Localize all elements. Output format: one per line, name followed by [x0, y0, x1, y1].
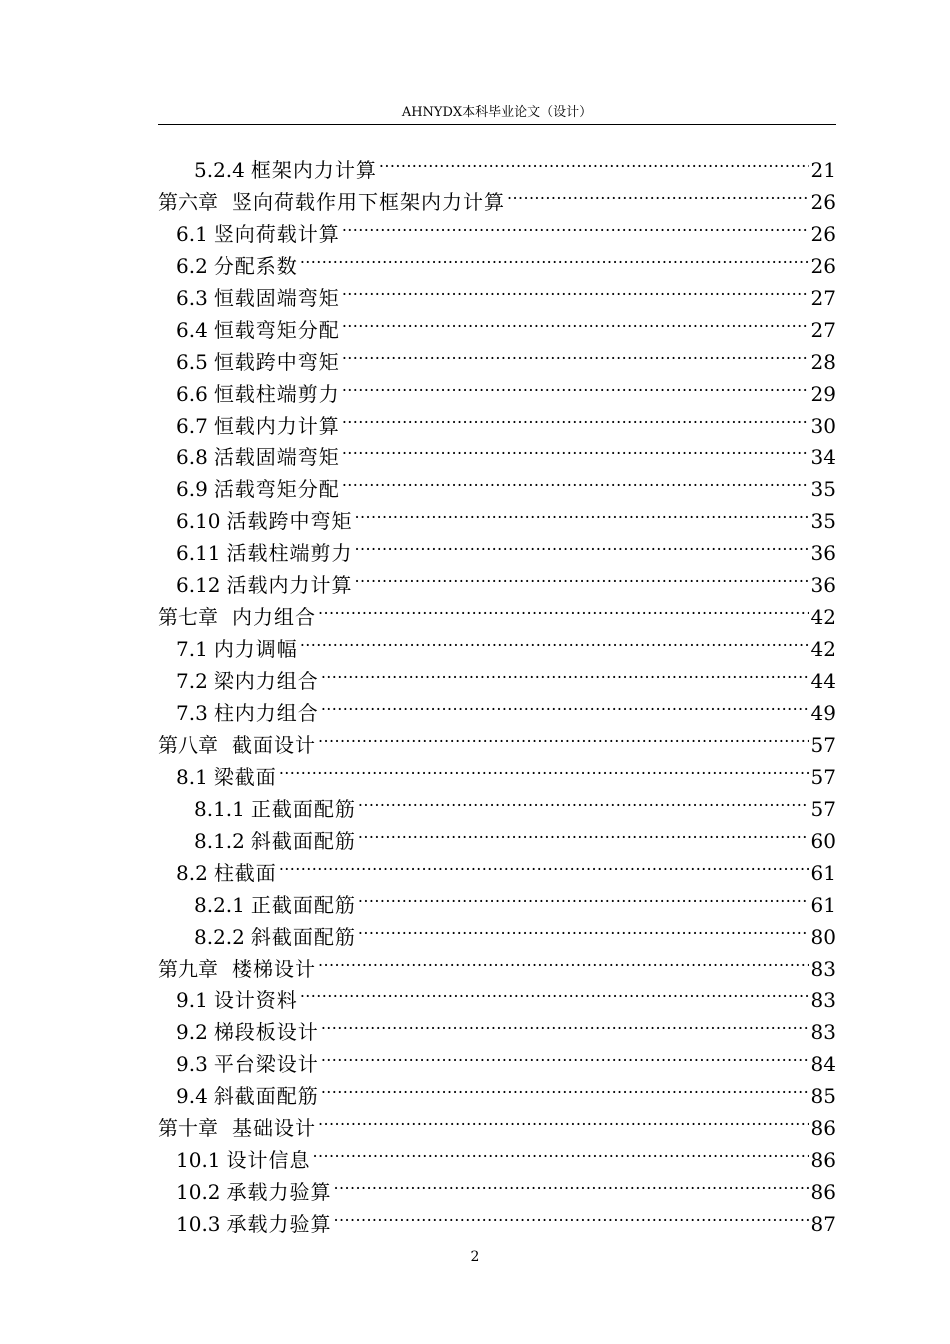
toc-entry-title: 斜截面配筋	[213, 1084, 319, 1109]
toc-entry-title: 活载弯矩分配	[213, 477, 340, 502]
toc-entry-title: 恒载固端弯矩	[213, 285, 340, 310]
toc-entry[interactable]	[176, 434, 836, 470]
toc-entry[interactable]	[176, 1009, 836, 1045]
toc-entry-number: 6.7	[176, 413, 208, 438]
toc-entry-title: 基础设计	[232, 1116, 316, 1141]
toc-entry[interactable]	[176, 275, 836, 310]
toc-entry-title: 活载柱端剪力	[226, 541, 353, 566]
toc-entry-title: 竖向荷载作用下框架内力计算	[232, 189, 505, 214]
toc-entry-title: 梯段板设计	[213, 1020, 319, 1045]
toc-entry[interactable]	[176, 211, 836, 246]
toc-dot-leader	[300, 243, 809, 273]
toc-entry-number: 6.1	[176, 221, 208, 246]
toc-dot-leader	[355, 530, 809, 560]
toc-dot-leader	[321, 1041, 809, 1071]
toc-entry[interactable]	[158, 594, 836, 630]
toc-entry-title: 恒载跨中弯矩	[213, 349, 340, 374]
toc-entry[interactable]	[176, 403, 836, 438]
toc-entry-title: 恒载柱端剪力	[213, 381, 340, 406]
toc-entry-page: 26	[810, 253, 836, 278]
toc-dot-leader	[334, 1201, 809, 1231]
toc-entry-number: 9.2	[176, 1020, 208, 1045]
toc-entry-title: 活载固端弯矩	[213, 445, 340, 470]
toc-entry[interactable]	[176, 530, 836, 566]
toc-entry-number: 7.1	[176, 637, 208, 662]
toc-entry-number: 8.2.2	[194, 924, 245, 949]
toc-entry-page: 26	[810, 189, 836, 214]
toc-entry-page: 27	[810, 317, 836, 342]
toc-dot-leader	[318, 1105, 809, 1135]
toc-dot-leader	[321, 658, 809, 688]
toc-entry[interactable]	[158, 722, 836, 757]
toc-dot-leader	[342, 434, 809, 464]
toc-entry[interactable]	[176, 850, 836, 885]
toc-entry-page: 83	[810, 956, 836, 981]
toc-entry-page: 61	[810, 860, 836, 885]
toc-entry-page: 36	[810, 541, 836, 566]
toc-dot-leader	[342, 211, 809, 241]
toc-entry[interactable]	[176, 243, 836, 278]
toc-entry[interactable]	[176, 626, 836, 662]
page-number: 2	[470, 1249, 480, 1265]
toc-entry-title: 恒载弯矩分配	[213, 317, 340, 342]
toc-entry-page: 42	[810, 637, 836, 662]
toc-entry[interactable]	[176, 339, 836, 374]
toc-entry-title: 斜截面配筋	[250, 924, 356, 949]
toc-entry-number: 6.10	[176, 509, 221, 534]
toc-entry-title: 承载力验算	[226, 1212, 332, 1237]
toc-entry[interactable]	[176, 1137, 836, 1173]
toc-dot-leader	[321, 1009, 809, 1039]
toc-entry-number: 10.3	[176, 1212, 221, 1237]
toc-entry-number: 6.4	[176, 317, 208, 342]
toc-entry[interactable]	[158, 1105, 836, 1141]
toc-entry-number: 8.1	[176, 764, 208, 789]
toc-entry-title: 设计资料	[213, 988, 298, 1013]
toc-entry-title: 设计信息	[226, 1148, 311, 1173]
toc-entry-page: 57	[810, 796, 836, 821]
toc-entry-number: 10.2	[176, 1180, 221, 1205]
toc-entry-title: 梁截面	[213, 764, 277, 789]
toc-entry-number: 6.11	[176, 541, 221, 566]
toc-entry-number: 6.6	[176, 381, 208, 406]
toc-entry[interactable]	[176, 977, 836, 1013]
header-rule	[158, 124, 836, 125]
toc-entry-title: 竖向荷载计算	[213, 221, 340, 246]
toc-entry-number: 5.2.4	[194, 158, 245, 182]
toc-dot-leader	[358, 914, 809, 944]
toc-entry-page: 87	[810, 1212, 836, 1237]
toc-entry-title: 截面设计	[232, 732, 316, 757]
toc-entry-number: 7.2	[176, 669, 208, 694]
toc-entry[interactable]	[194, 818, 836, 853]
toc-dot-leader	[342, 275, 809, 305]
toc-entry-page: 29	[810, 381, 836, 406]
toc-entry-page: 57	[810, 732, 836, 757]
toc-entry-number: 8.1.2	[194, 828, 245, 853]
toc-entry-title: 内力调幅	[213, 637, 298, 662]
toc-dot-leader	[342, 307, 809, 337]
toc-entry-title: 柱内力组合	[213, 700, 319, 725]
toc-dot-leader	[321, 1073, 809, 1103]
toc-dot-leader	[342, 466, 809, 496]
toc-dot-leader	[355, 498, 809, 528]
toc-entry-page: 44	[810, 669, 836, 694]
toc-entry[interactable]	[176, 1201, 836, 1237]
toc-entry-title: 框架内力计算	[250, 158, 377, 182]
toc-entry-page: 42	[810, 605, 836, 630]
toc-dot-leader	[355, 562, 809, 592]
toc-dot-leader	[358, 818, 809, 848]
toc-dot-leader	[279, 850, 809, 880]
toc-entry-number: 8.2.1	[194, 892, 245, 917]
toc-entry-number: 10.1	[176, 1148, 221, 1173]
toc-dot-leader	[318, 722, 809, 752]
toc-entry-page: 86	[810, 1116, 836, 1141]
toc-entry-number: 6.12	[176, 573, 221, 598]
toc-entry[interactable]	[158, 946, 836, 981]
toc-entry-page: 30	[810, 413, 836, 438]
toc-entry[interactable]	[176, 562, 836, 598]
toc-entry-page: 61	[810, 892, 836, 917]
toc-entry[interactable]	[176, 690, 836, 725]
toc-entry-title: 承载力验算	[226, 1180, 332, 1205]
toc-entry-page: 83	[810, 1020, 836, 1045]
toc-entry-page: 85	[810, 1084, 836, 1109]
toc-entry-title: 活载跨中弯矩	[226, 509, 353, 534]
toc-entry-page: 84	[810, 1052, 836, 1077]
toc-entry[interactable]	[176, 1169, 836, 1205]
toc-entry-title: 斜截面配筋	[250, 828, 356, 853]
toc-dot-leader	[300, 626, 809, 656]
toc-entry-page: 49	[810, 700, 836, 725]
toc-entry-page: 34	[810, 445, 836, 470]
toc-entry-title: 正截面配筋	[250, 796, 356, 821]
toc-entry[interactable]	[194, 882, 836, 917]
toc-entry[interactable]	[176, 754, 836, 789]
toc-dot-leader	[342, 339, 809, 369]
toc-entry-page: 21	[810, 158, 836, 182]
toc-entry-page: 36	[810, 573, 836, 598]
toc-entry-number: 第十章	[158, 1116, 218, 1141]
toc-entry-number: 8.2	[176, 860, 208, 885]
toc-entry-number: 7.3	[176, 700, 208, 725]
toc-entry-page: 26	[810, 221, 836, 246]
toc-entry-number: 9.1	[176, 988, 208, 1013]
toc-entry[interactable]	[194, 786, 836, 821]
toc-dot-leader	[342, 371, 809, 401]
toc-entry-title: 平台梁设计	[213, 1052, 319, 1077]
toc-entry-page: 60	[810, 828, 836, 853]
toc-entry-number: 6.9	[176, 477, 208, 502]
toc-entry-page: 57	[810, 764, 836, 789]
toc-entry-title: 正截面配筋	[250, 892, 356, 917]
toc-entry-number: 9.4	[176, 1084, 208, 1109]
toc-entry-title: 分配系数	[213, 253, 298, 278]
toc-dot-leader	[507, 179, 809, 209]
toc-entry-number: 第八章	[158, 732, 218, 757]
toc-dot-leader	[334, 1169, 809, 1199]
toc-entry-page: 28	[810, 349, 836, 374]
toc-dot-leader	[342, 403, 809, 433]
running-header: AHNYDX本科毕业论文（设计）	[401, 105, 593, 120]
toc-entry-page: 35	[810, 509, 836, 534]
toc-entry-number: 8.1.1	[194, 796, 245, 821]
toc-dot-leader	[279, 754, 809, 784]
toc-entry[interactable]	[176, 498, 836, 534]
toc-entry-page: 86	[810, 1180, 836, 1205]
toc-entry[interactable]	[194, 147, 836, 182]
toc-entry[interactable]	[176, 1041, 836, 1077]
toc-dot-leader	[379, 147, 809, 177]
toc-entry[interactable]	[176, 1073, 836, 1109]
toc-entry[interactable]	[194, 914, 836, 949]
toc-dot-leader	[321, 690, 809, 720]
toc-entry-title: 内力组合	[232, 605, 316, 630]
toc-entry-number: 9.3	[176, 1052, 208, 1077]
toc-dot-leader	[358, 882, 809, 912]
toc-entry[interactable]	[176, 307, 836, 342]
toc-entry-title: 梁内力组合	[213, 669, 319, 694]
toc-entry[interactable]	[176, 658, 836, 694]
toc-entry-number: 6.3	[176, 285, 208, 310]
toc-entry[interactable]	[158, 179, 836, 214]
toc-entry[interactable]	[176, 371, 836, 406]
toc-dot-leader	[318, 594, 809, 624]
toc-dot-leader	[358, 786, 809, 816]
toc-entry-number: 第九章	[158, 956, 218, 981]
toc-entry-page: 35	[810, 477, 836, 502]
toc-entry-number: 第七章	[158, 605, 218, 630]
toc-entry-title: 活载内力计算	[226, 573, 353, 598]
toc-entry-page: 80	[810, 924, 836, 949]
toc-entry[interactable]	[176, 466, 836, 502]
toc-entry-number: 6.5	[176, 349, 208, 374]
toc-entry-number: 6.2	[176, 253, 208, 278]
toc-entry-number: 第六章	[158, 189, 218, 214]
toc-entry-number: 6.8	[176, 445, 208, 470]
toc-entry-title: 柱截面	[213, 860, 277, 885]
toc-dot-leader	[300, 977, 809, 1007]
toc-dot-leader	[318, 946, 809, 976]
toc-entry-page: 27	[810, 285, 836, 310]
toc-entry-title: 恒载内力计算	[213, 413, 340, 438]
toc-entry-page: 83	[810, 988, 836, 1013]
toc-dot-leader	[313, 1137, 809, 1167]
toc-entry-title: 楼梯设计	[232, 956, 316, 981]
toc-entry-page: 86	[810, 1148, 836, 1173]
